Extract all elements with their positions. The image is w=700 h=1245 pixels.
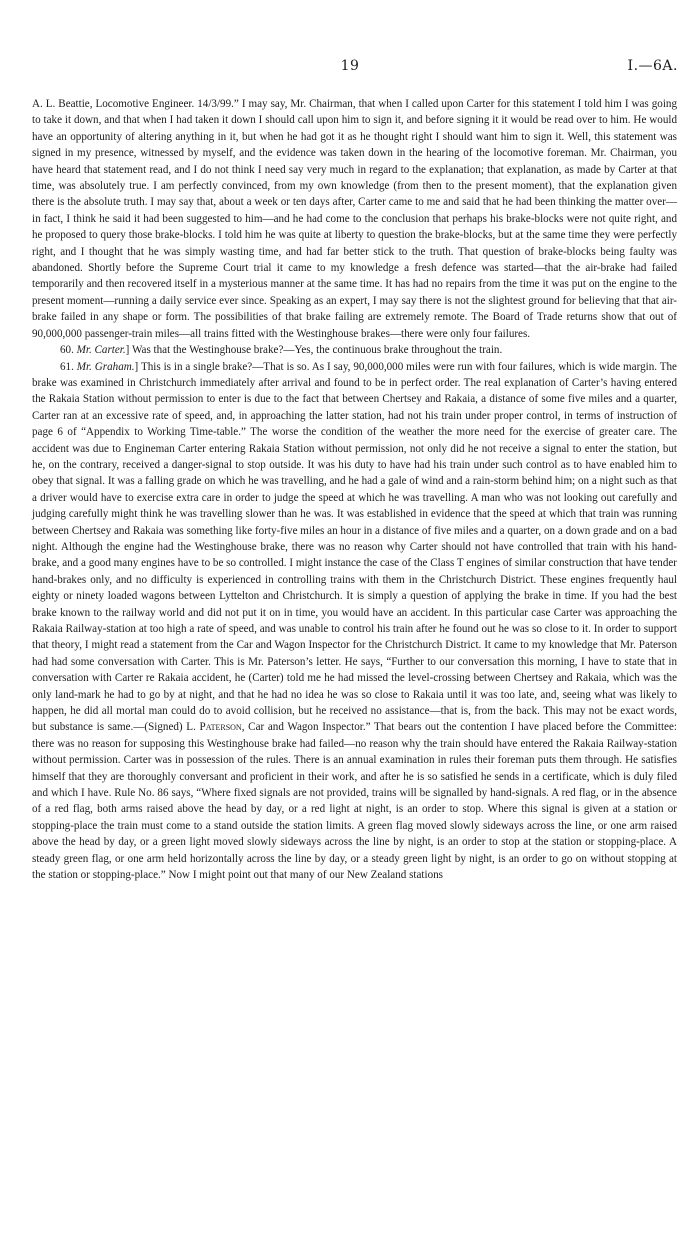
paragraph-continued: A. L. Beattie, Locomotive Engineer. 14/3/99.” I may say, Mr. Chairman, that when I called upon Carter for this statement I told him I was going to take it down, and that when I had taken it down I should call upon him to sign it, and before signing it it would be read over to him. He would have an opportunity of altering anything in it, but when he had got it as he thought right I should want him to sign it. Well, this statement was signed in my presence, witnessed by myself, and the evidence was taken down in the hearing of the locomotive foreman. Mr. Chairman, you have heard that statement read, and I do not think I need say very much in regard to the explanation; that explanation, as made by Carter at that time, was absolutely true. I am perfectly convinced, from my own knowledge (from then to the present moment), that the explanation given there is the absolute truth. I may say that, about a week or ten days after, Carter came to me and said that he had been thinking the matter over—in fact, I think he said it had been suggested to him—and he had come to the conclusion that perhaps his brake-blocks were not quite right, and he proposed to query those brake-blocks. I told him he was quite at liberty to question the brake-blocks, but at the same time they were perfectly right, and I thought that he was simply wasting time, and had far better stick to the truth. That question of brake-blocks being faulty was abandoned. Shortly before the Supreme Court trial it came to my knowledge a fresh defence was started—that the air-brake had failed temporarily and then recovered itself in a mysterious manner at the same time. It has had no repairs from the time it was put on the engine to the present moment—running a daily service ever since. Speaking as an expert, I may say there is not the slightest ground for believing that that air-brake failed in any shape or form. The possibilities of that brake failing are extremely remote. The Board of Trade returns show that out of 90,000,000 passenger-train miles—all trains fitted with the Westinghouse brakes—there were only four failures. (32, 98, 677, 340)
question-number: 61. (60, 360, 74, 373)
page-header (0, 58, 700, 80)
question-60 (32, 342, 677, 358)
speaker-name: Mr. Graham. (76, 360, 135, 373)
signer-name: Paterson (199, 721, 242, 734)
body-text (32, 96, 677, 884)
document-reference: I.—6A. (627, 58, 678, 74)
page-number: 19 (340, 58, 360, 74)
question-61 (32, 359, 677, 884)
question-text: ] Was that the Westinghouse brake?—Yes, the continuous brake throughout the train. (125, 344, 503, 357)
speaker-name: Mr. Carter. (76, 344, 126, 357)
answer-text-part-2: , Car and Wagon Inspector.” That bears out the contention I have placed before the Committee: there was no reason for supposing this Westinghouse brake had failed—no reason why the train should have entered the Rakaia Railway-station without permission. Carter was in possession of the rules. There is an annual examination in rules their foreman puts them through. He satisfies himself that they are thoroughly conversant and proficient in their work, and after he is so satisfied he sends in a certificate, which is duly filed and which I have. Rule No. 86 says, “Where fixed signals are not provided, trains will be signalled by hand-signals. A red flag, or in the absence of a red flag, both arms raised above the head by day, or a red light at night, is an order to stop. Where this signal is given at a station or stopping-place the train must come to a stand outside the station limits. A green flag moved slowly sideways across the line, or one arm raised above the head by day, or a green light moved slowly sideways across the line by night, is an order to stop at the station or stopping-place. A steady green flag, or one arm held horizontally across the line by day, or a steady green light by night, is an order to go on without stopping at the station or stopping-place.” Now I might point out that many of our New Zealand stations (32, 721, 677, 882)
question-number: 60. (60, 344, 74, 357)
answer-text-part-1: ] This is in a single brake?—That is so. As I say, 90,000,000 miles were run with four failures, which is wide margin. The brake was examined in Christchurch immediately after arrival and found to be in perfect order. The real explanation of Carter’s having entered the Rakaia Station without permission to enter is due to the fact that between Chertsey and Rakaia, a distance of some five miles and a quarter, Carter ran at an excessive rate of speed, and, in approaching the latter station, had not his train under proper control, in terms of instruction of page 6 of “Appendix to Working Time-table.” The worse the condition of the weather the more need for the exercise of greater care. The accident was due to Engineman Carter entering Rakaia Station without permission, not only did he not receive a signal to enter the station, but he, on the contrary, received a danger-signal to stop outside. It was his duty to have had his train under such control as to have enabled him to obey that signal. It was a falling grade on which he was travelling, and he had a gale of wind and a rain-storm behind him; on a night such as that a driver would have to exercise extra care in order to judge the speed at which he was travelling. A man who was not looking out carefully and judging carefully might think he was travelling slower than he was. It was established in evidence that the speed at which that train was running between Chertsey and Rakaia was something like forty-five miles an hour in a distance of five miles and a quarter, on a down grade and on a bad night. Although the engine had the Westinghouse brake, there was no reason why Carter should not have controlled that train with his hand-brake, and a good many engines have to be so controlled. I might instance the case of the Class T engines of similar construction that have tender hand-brakes only, and no difficulty is experienced in controlling trains with them in the Christchurch District. These engines frequently haul eighty or ninety loaded wagons between Lyttelton and Christchurch. It is simply a question of applying the brake in time. If you had the best brake known to the railway world and did not put it on in time, you would have an accident. In this particular case Carter was approaching the Rakaia Railway-station at too high a rate of speed, and was unable to control his train after he found out he was so close to it. In order to support that theory, I might read a statement from the Car and Wagon Inspector for the Christchurch District. It came to my knowledge that Mr. Paterson had had some conversation with Carter. This is Mr. Paterson’s letter. He says, “Further to our conversation this morning, I have to state that in conversation with Carter re Rakaia accident, he (Carter) told me he had missed the level-crossing between Chertsey and Rakaia, which was the only land-mark he had to go by at night, and that he had no idea he was so close to Rakaia until it was too late, and, seeing what was likely to happen, he did all mortal man could do to avoid collision, but he received no assistance—that is, from the back. This may not be exact words, but substance is same.—(Signed) L. (32, 360, 677, 734)
